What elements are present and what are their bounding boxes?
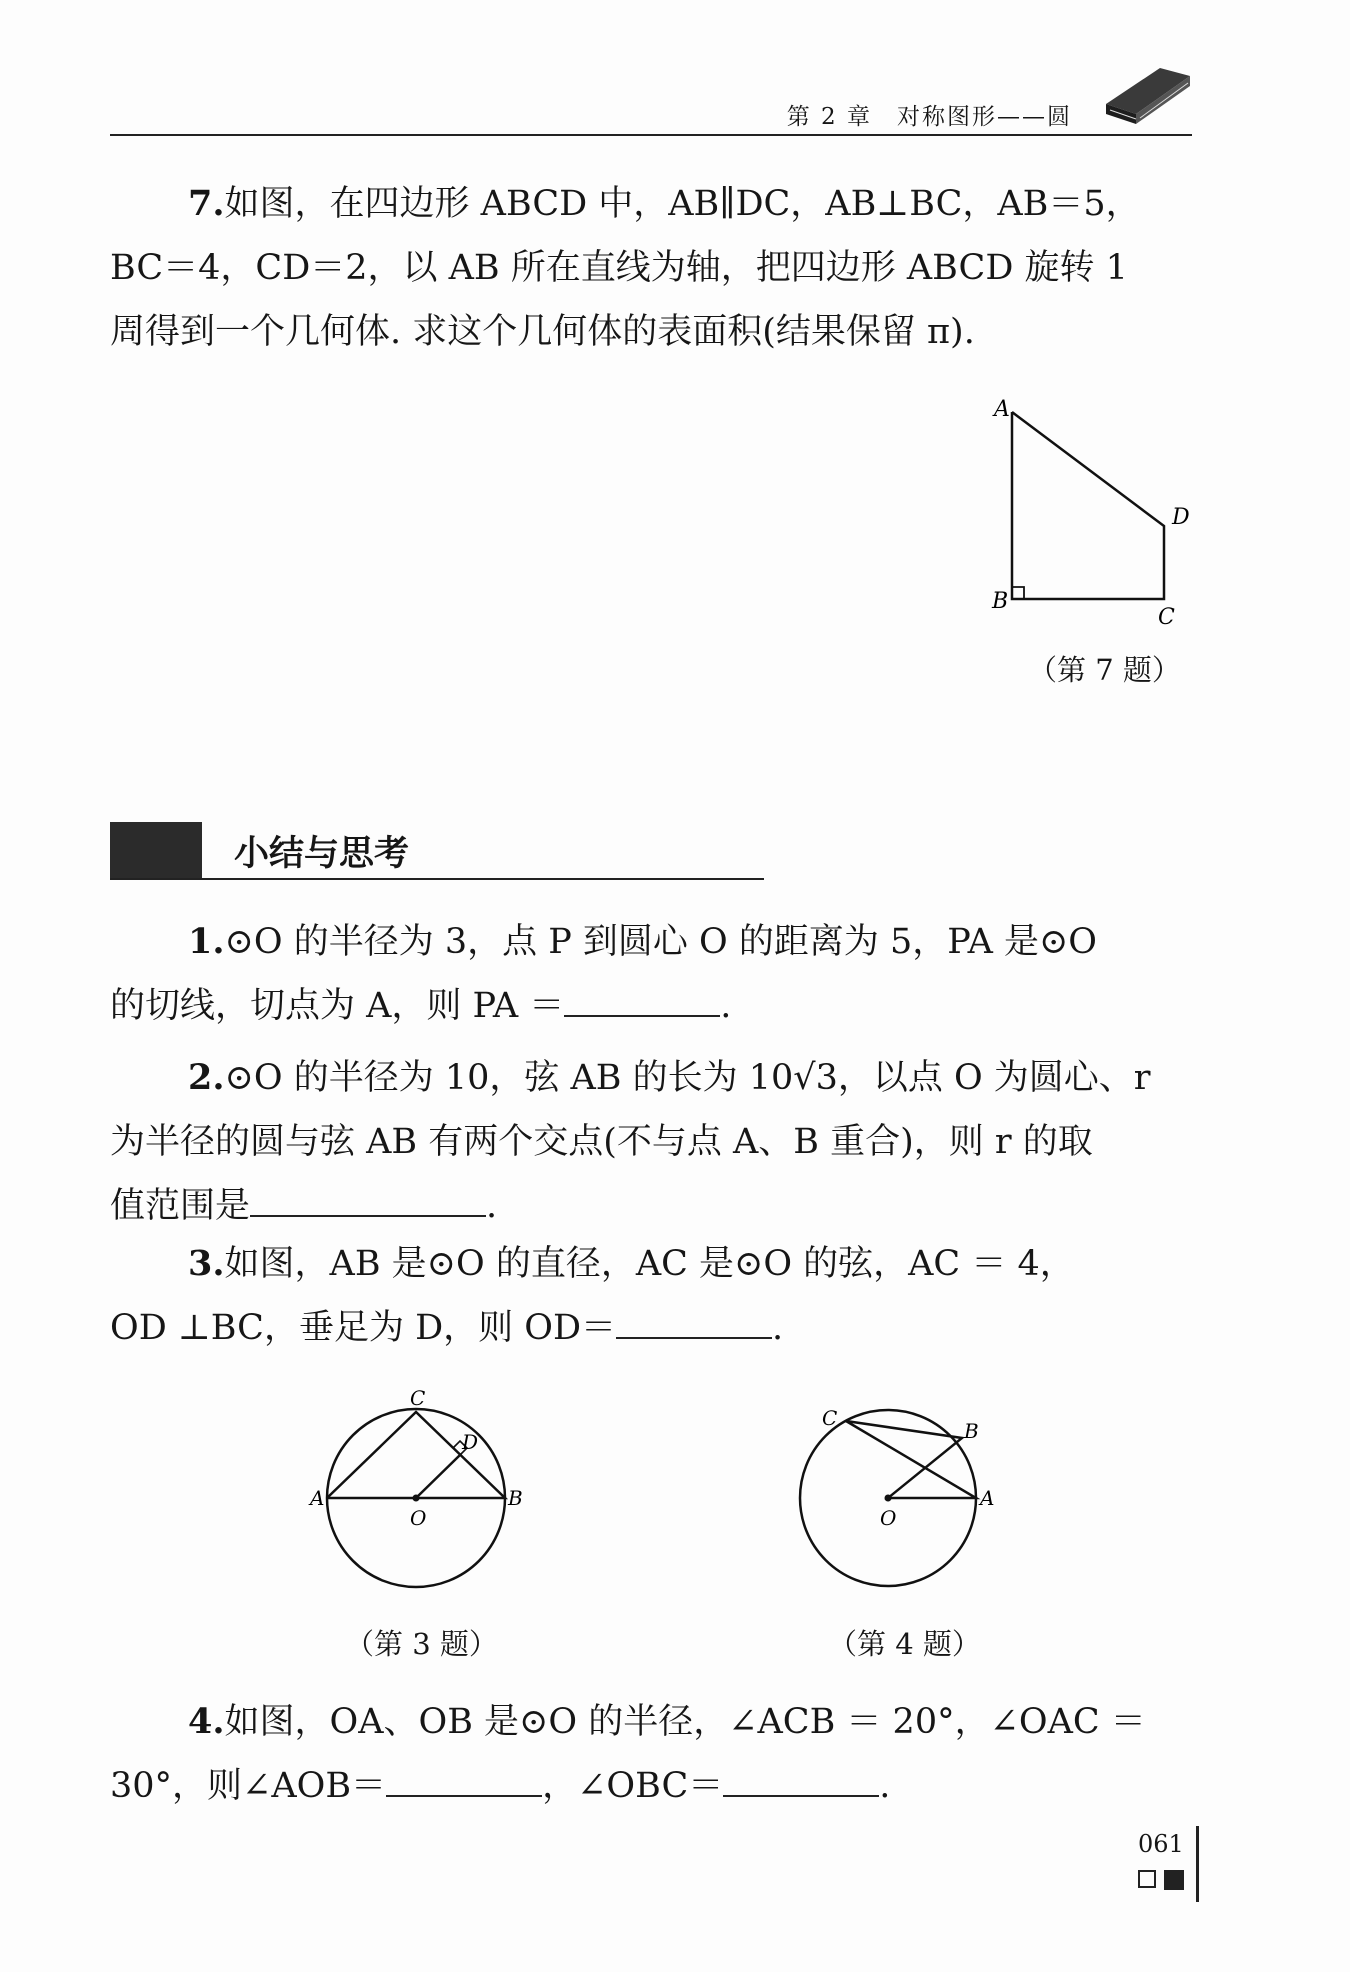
answer-blank[interactable] — [250, 1181, 486, 1217]
label-B: B — [964, 1419, 979, 1443]
problem-4-line-2: 30°，则∠AOB＝ ，∠OBC＝ . — [110, 1754, 1192, 1818]
problem-2-line-2: 为半径的圆与弦 AB 有两个交点(不与点 A、B 重合)，则 r 的取 — [110, 1122, 1093, 1162]
label-B: B — [508, 1486, 523, 1510]
label-C: C — [1158, 605, 1175, 630]
problem-3 — [110, 1232, 1192, 1360]
book-icon — [1100, 58, 1192, 128]
answer-blank[interactable] — [616, 1303, 772, 1339]
problem-7-line-1: 7.如图，在四边形 ABCD 中，AB∥DC，AB⊥BC，AB＝5， — [188, 183, 1141, 224]
page-marker-filled-square — [1164, 1870, 1184, 1890]
label-C: C — [410, 1386, 426, 1410]
section-marker — [110, 822, 202, 878]
problem-3-line-1: 3.如图，AB 是⊙O 的直径，AC 是⊙O 的弦，AC ＝ 4， — [188, 1243, 1075, 1284]
figure-3-circle — [300, 1385, 540, 1605]
label-O: O — [410, 1506, 427, 1530]
answer-blank[interactable] — [723, 1761, 879, 1797]
page-number: 061 — [1138, 1830, 1184, 1858]
page-marker-empty-square — [1138, 1870, 1156, 1888]
figure-4-caption: （第 4 题） — [828, 1627, 981, 1661]
label-A: A — [980, 1486, 995, 1510]
label-A: A — [994, 397, 1010, 422]
problem-2-line-3: 值范围是 . — [110, 1174, 1192, 1238]
page-number-rule — [1196, 1826, 1199, 1902]
label-D: D — [462, 1430, 479, 1454]
label-D: D — [1172, 505, 1190, 530]
problem-1 — [110, 910, 1192, 1038]
problem-2-line-1: 2.⊙O 的半径为 10，弦 AB 的长为 10√3，以点 O 为圆心、r — [188, 1057, 1151, 1098]
page-header — [110, 88, 1192, 136]
problem-7-line-3: 周得到一个几何体. 求这个几何体的表面积(结果保留 π). — [110, 312, 975, 352]
answer-blank[interactable] — [564, 981, 720, 1017]
problem-7-line-2: BC＝4，CD＝2，以 AB 所在直线为轴，把四边形 ABCD 旋转 1 — [110, 248, 1128, 288]
problem-3-line-2: OD ⊥BC，垂足为 D，则 OD＝ . — [110, 1296, 1192, 1360]
problem-7 — [110, 172, 1192, 364]
figure-3-caption: （第 3 题） — [345, 1627, 498, 1661]
problem-2 — [110, 1046, 1192, 1238]
label-A: A — [310, 1486, 325, 1510]
figure-7-caption: （第 7 题） — [1028, 653, 1181, 687]
problem-1-line-2: 的切线，切点为 A，则 PA ＝ . — [110, 974, 1192, 1038]
figure-7-quadrilateral — [980, 390, 1200, 640]
section-title: 小结与思考 — [234, 834, 410, 874]
problem-4-line-1: 4.如图，OA、OB 是⊙O 的半径，∠ACB ＝ 20°，∠OAC ＝ — [188, 1701, 1146, 1742]
label-O: O — [880, 1506, 897, 1530]
problem-1-line-1: 1.⊙O 的半径为 3，点 P 到圆心 O 的距离为 5，PA 是⊙O — [188, 921, 1097, 962]
label-B: B — [992, 589, 1009, 614]
section-rule — [110, 878, 764, 880]
label-C: C — [822, 1406, 838, 1430]
figure-4-circle — [790, 1395, 1010, 1605]
header-rule — [110, 134, 1192, 136]
answer-blank[interactable] — [386, 1761, 542, 1797]
section-header — [110, 822, 764, 880]
problem-4 — [110, 1690, 1192, 1818]
chapter-title: 第 2 章 对称图形——圆 — [786, 104, 1072, 130]
